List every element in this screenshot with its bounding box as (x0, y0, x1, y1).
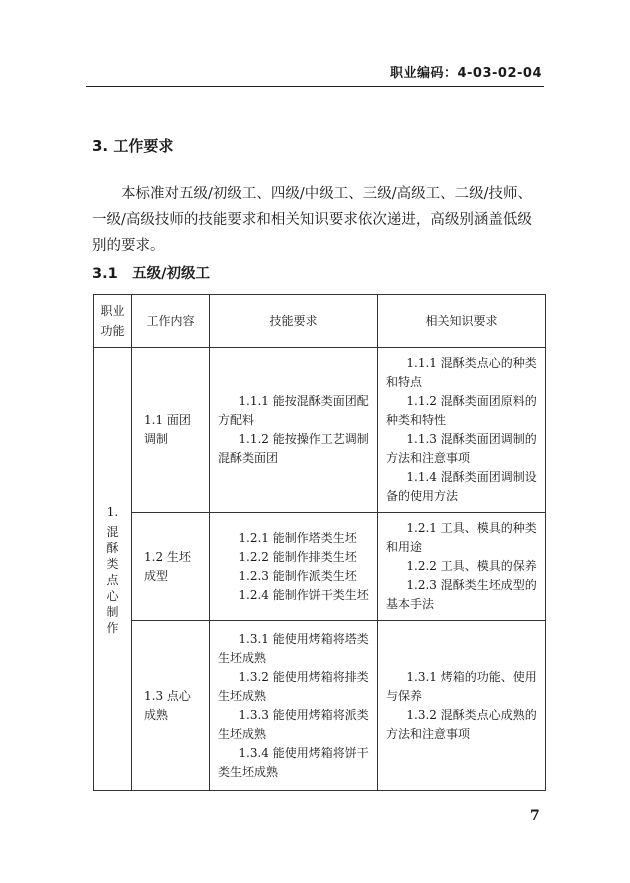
function-number: 1. (106, 504, 119, 519)
knowledge-cell (378, 348, 546, 513)
skill-item: 1.3.2 能使用烤箱将排类生坯成熟 (218, 669, 369, 703)
knowledge-item: 1.1.1 混酥类点心的种类和特点 (386, 356, 537, 389)
skill-item: 1.1.1 能按混酥类面团配方配料 (218, 394, 369, 427)
section-title: 3. 工作要求 (92, 137, 174, 155)
header-function: 职业功能 (94, 295, 132, 348)
knowledge-item: 1.1.3 混酥类面团调制的方法和注意事项 (386, 432, 537, 465)
content-cell: 1.1 面团调制 (132, 348, 210, 513)
table-row (94, 348, 546, 513)
knowledge-cell (378, 621, 546, 791)
skill-item: 1.3.3 能使用烤箱将派类生坯成熟 (218, 707, 369, 741)
knowledge-item: 1.2.3 混酥类生坯成型的基本手法 (386, 578, 537, 611)
content-cell: 1.3 点心成熟 (132, 621, 210, 791)
function-cell (94, 348, 132, 791)
page-number: 7 (530, 808, 540, 824)
skill-item: 1.2.3 能制作派类生坯 (238, 568, 357, 583)
skill-item: 1.3.1 能使用烤箱将塔类生坯成熟 (218, 631, 369, 665)
skill-item: 1.3.4 能使用烤箱将饼干类生坯成熟 (218, 745, 369, 779)
requirements-table (93, 294, 546, 791)
skill-cell (210, 513, 378, 621)
knowledge-cell (378, 513, 546, 621)
knowledge-item: 1.2.2 工具、模具的保养 (406, 559, 537, 573)
skill-item: 1.2.4 能制作饼干类生坯 (238, 587, 369, 602)
function-name: 混酥类点心制作 (106, 524, 119, 635)
header-knowledge: 相关知识要求 (378, 295, 546, 348)
header-skill: 技能要求 (210, 295, 378, 348)
knowledge-item: 1.3.2 混酥类点心成熟的方法和注意事项 (386, 707, 537, 741)
skill-item: 1.2.2 能制作排类生坯 (238, 549, 357, 564)
skill-cell (210, 348, 378, 513)
knowledge-item: 1.1.4 混酥类面团调制设备的使用方法 (386, 470, 537, 503)
skill-item: 1.1.2 能按操作工艺调制混酥类面团 (218, 432, 369, 465)
knowledge-item: 1.3.1 烤箱的功能、使用与保养 (386, 669, 537, 703)
table-header-row (94, 295, 546, 348)
header-rule (86, 86, 544, 87)
knowledge-item: 1.1.2 混酥类面团原料的种类和特性 (386, 394, 537, 427)
job-code: 职业编码：4-03-02-04 (389, 66, 542, 81)
subsection-title: 3.1 五级/初级工 (92, 266, 210, 282)
table-row (94, 513, 546, 621)
section-intro (92, 181, 538, 259)
content-cell: 1.2 生坯成型 (132, 513, 210, 621)
header-content: 工作内容 (132, 295, 210, 348)
table-row (94, 621, 546, 791)
skill-item: 1.2.1 能制作塔类生坯 (238, 530, 357, 545)
intro-paragraph: 本标准对五级/初级工、四级/中级工、三级/高级工、二级/技师、一级/高级技师的技能要求和相关知识要求依次递进，高级别涵盖低级别的要求。 (92, 186, 533, 254)
knowledge-item: 1.2.1 工具、模具的种类和用途 (386, 521, 537, 554)
skill-cell (210, 621, 378, 791)
